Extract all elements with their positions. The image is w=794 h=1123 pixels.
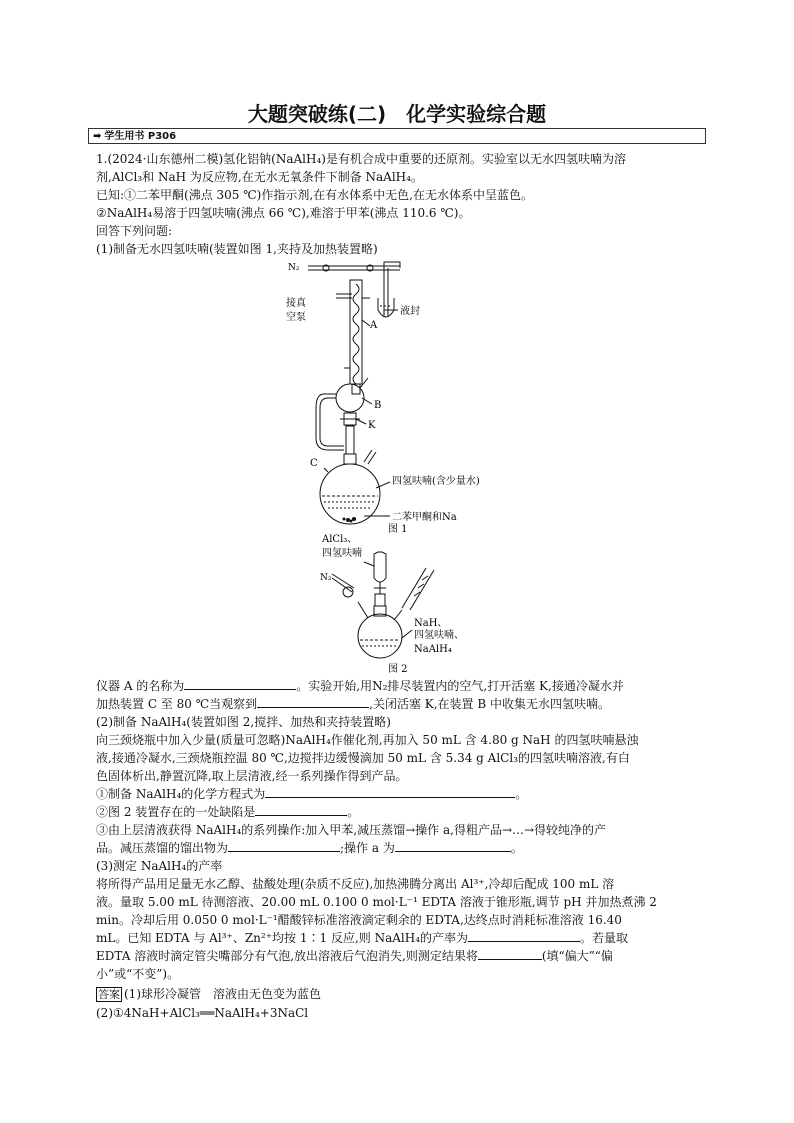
solvent-label: 四氢呋喃(含少量水): [392, 476, 480, 487]
indicator-label: 二苯甲酮和Na: [392, 512, 457, 523]
text-segment: 。: [510, 841, 523, 855]
answer-blank[interactable]: [228, 839, 340, 852]
label-b: B: [374, 400, 382, 411]
question-line: ②NaAlH₄易溶于四氢呋喃(沸点 66 ℃),难溶于甲苯(沸点 110.6 ℃)。: [96, 206, 471, 220]
figure-2-apparatus: [318, 532, 498, 678]
question-line: (1)制备无水四氢呋喃(装置如图 1,夹持及加热装置略): [96, 242, 378, 256]
answer-line: (2)①4NaH+AlCl₃══NaAlH₄+3NaCl: [96, 1006, 309, 1020]
question-line: 小”或“不变”)。: [96, 967, 180, 981]
answer-blank[interactable]: [257, 695, 369, 708]
answer-blank[interactable]: [478, 947, 542, 960]
question-line: 向三颈烧瓶中加入少量(质量可忽略)NaAlH₄作催化剂,再加入 50 mL 含 4.80 g NaH 的四氢呋喃悬浊: [96, 733, 639, 747]
answer-blank[interactable]: [255, 803, 347, 816]
arrow-icon: ➡: [93, 131, 102, 142]
question-line: 回答下列问题:: [96, 224, 173, 238]
reagent-label-1: AlCl₃、: [322, 534, 358, 545]
figure-2-caption: 图 2: [388, 664, 408, 675]
question-line: 1.(2024·山东德州二模)氢化铝钠(NaAlH₄)是有机合成中重要的还原剂。实验室以无水四氢呋喃为溶: [96, 152, 626, 166]
answer-blank[interactable]: [184, 677, 296, 690]
question-line: ③由上层清液获得 NaAlH₄的系列操作:加入甲苯,减压蒸馏→操作 a,得粗产品→…→得较纯净的产: [96, 823, 607, 837]
question-line: [96, 839, 701, 857]
question-line: min。冷却后用 0.050 0 mol·L⁻¹醋酸锌标准溶液滴定剩余的 EDTA,达终点时消耗标准溶液 16.40: [96, 913, 622, 927]
question-line: [96, 803, 701, 821]
question-line: 剂,AlCl₃和 NaH 为反应物,在无水无氧条件下制备 NaAlH₄。: [96, 170, 423, 184]
flask-label-3: NaAlH₄: [414, 644, 452, 655]
flask-label-2: 四氢呋喃、: [414, 630, 464, 641]
text-segment: 。: [347, 805, 360, 819]
text-segment: 。: [515, 787, 528, 801]
text-segment: ①制备 NaAlH₄的化学方程式为: [96, 787, 266, 801]
n2-label: N₂: [288, 263, 300, 273]
page-title: 大题突破练(二) 化学实验综合题: [247, 102, 547, 126]
question-line: 液,接通冷凝水,三颈烧瓶控温 80 ℃,边搅拌边缓慢滴加 50 mL 含 5.34 g AlCl₃的四氢呋喃溶液,有白: [96, 751, 630, 765]
label-k: K: [368, 420, 376, 431]
text-segment: 品。减压蒸馏的馏出物为: [96, 841, 229, 855]
question-line: (3)测定 NaAlH₄的产率: [96, 859, 223, 873]
banner-label: 学生用书 P306: [104, 131, 177, 142]
question-line: 色固体析出,静置沉降,取上层清液,经一系列操作得到产品。: [96, 769, 408, 783]
seal-label: 液封: [400, 306, 420, 317]
text-segment: ②图 2 装置存在的一处缺陷是: [96, 805, 256, 819]
vacuum-label-1: 接真: [286, 298, 306, 309]
reagent-label-2: 四氢呋喃: [322, 548, 362, 559]
question-line: 将所得产品用足量无水乙醇、盐酸处理(杂质不反应),加热沸腾分离出 Al³⁺,冷却后配成 100 mL 溶: [96, 877, 615, 891]
answer-blank[interactable]: [468, 929, 580, 942]
text-segment: 加热装置 C 至 80 ℃当观察到: [96, 697, 258, 711]
source-banner: [88, 128, 706, 144]
text-segment: ;操作 a 为: [340, 841, 395, 855]
text-segment: ,关闭活塞 K,在装置 B 中收集无水四氢呋喃。: [369, 697, 610, 711]
figure-1-apparatus: [280, 258, 530, 534]
figure-1-caption: 图 1: [388, 524, 408, 534]
text-segment: 。实验开始,用N₂排尽装置内的空气,打开活塞 K,接通冷凝水并: [296, 679, 624, 693]
n2-label-2: N₂: [320, 573, 332, 583]
question-line: 液。量取 5.00 mL 待测溶液、20.00 mL 0.100 0 mol·L⁻¹ EDTA 溶液于锥形瓶,调节 pH 并加热煮沸 2: [96, 895, 657, 909]
answer-blank[interactable]: [395, 839, 511, 852]
text-segment: 仪器 A 的名称为: [96, 679, 185, 693]
question-line: [96, 785, 701, 803]
text-segment: mL。已知 EDTA 与 Al³⁺、Zn²⁺均按 1∶1 反应,则 NaAlH₄的产率为: [96, 931, 469, 945]
answer-line: [96, 985, 701, 1004]
flask-label-1: NaH、: [414, 618, 448, 629]
answer-blank[interactable]: [265, 785, 515, 798]
label-c: C: [310, 458, 318, 469]
answer-text: (1)球形冷凝管 溶液由无色变为蓝色: [124, 987, 321, 1001]
question-line: 已知:①二苯甲酮(沸点 305 ℃)作指示剂,在有水体系中无色,在无水体系中呈蓝色。: [96, 188, 533, 202]
text-segment: 。若量取: [580, 931, 629, 945]
question-line: [96, 929, 701, 947]
question-line: (2)制备 NaAlH₄(装置如图 2,搅拌、加热和夹持装置略): [96, 715, 391, 729]
vacuum-label-2: 空泵: [286, 312, 306, 323]
text-segment: EDTA 溶液时滴定管尖嘴部分有气泡,放出溶液后气泡消失,则测定结果将: [96, 949, 478, 963]
text-segment: (填“偏大”“偏: [541, 949, 613, 963]
question-line: [96, 947, 701, 965]
label-a: A: [370, 320, 378, 331]
question-line: [96, 677, 701, 695]
answer-tag: 答案: [98, 988, 120, 1001]
question-line: [96, 695, 701, 713]
